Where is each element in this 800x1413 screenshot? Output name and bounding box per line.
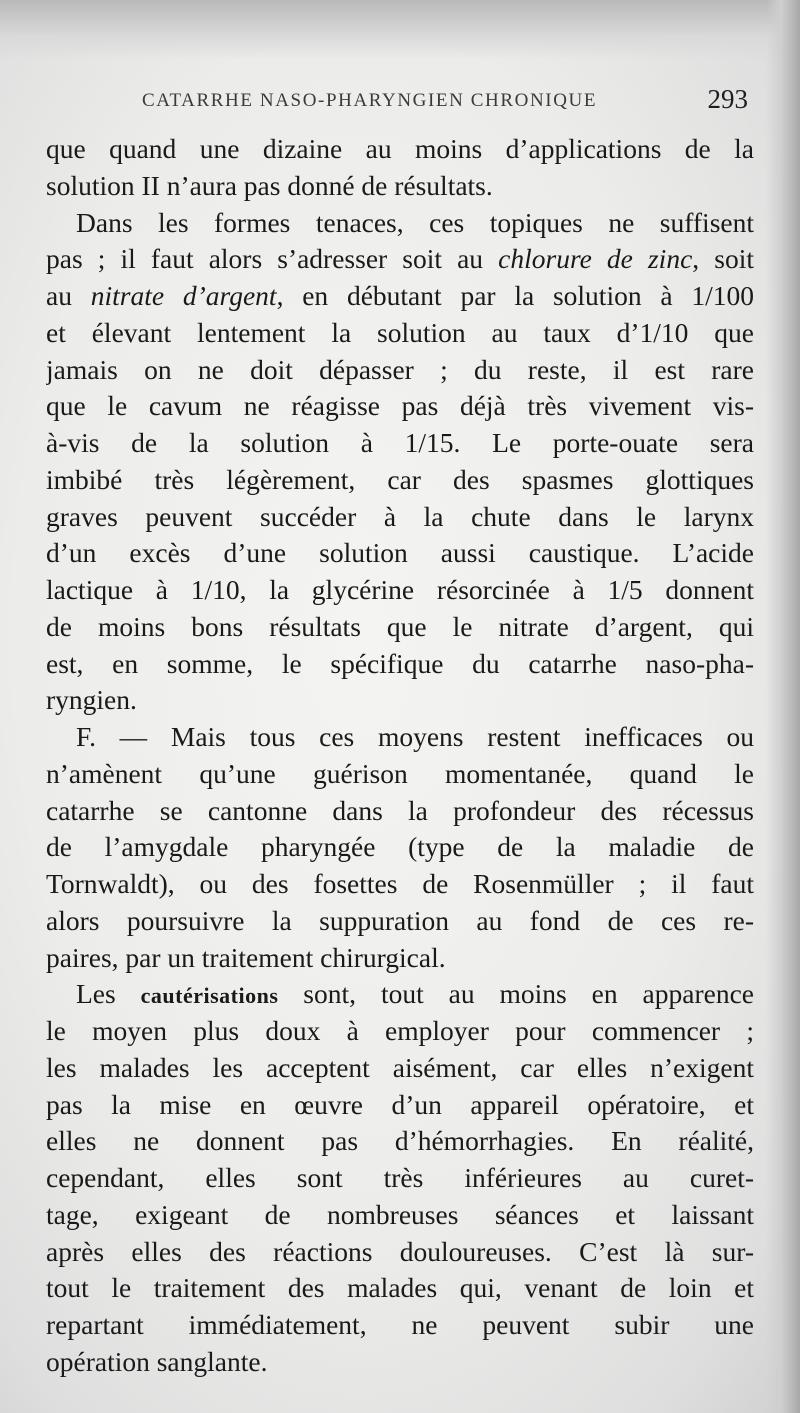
paragraph-first-line: Dans les formes tenaces, ces topiques ne suffisent	[76, 206, 754, 238]
text-line: et élevant lentement la solution au taux d’1/10 que	[46, 316, 754, 348]
italic-term-chlorure: chlorure de zinc	[498, 243, 693, 275]
text-run: , en débutant par la solution à 1/100	[276, 280, 754, 311]
text-run: Les	[76, 978, 141, 1010]
text-line	[46, 241, 754, 278]
text-line: opération sanglante.	[46, 1345, 268, 1377]
text-line: que quand une dizaine au moins d’applications de la	[46, 133, 754, 164]
text-run: , soit	[692, 243, 754, 275]
bold-term-cauterisations: cautérisations	[140, 983, 279, 1009]
text-line: Tornwaldt), ou des fosettes de Rosenmüller ; il faut	[46, 868, 754, 899]
text-line: paires, par un traitement chirurgical.	[46, 941, 446, 973]
text-line: d’un excès d’une solution aussi caustique. L’acide	[46, 537, 754, 569]
paragraph-first-line	[46, 976, 754, 1013]
text-line: ryngien.	[46, 684, 137, 716]
text-line: cependant, elles sont très inférieures au curet-	[46, 1162, 754, 1193]
text-line: à-vis de la solution à 1/15. Le porte-ouate sera	[46, 427, 754, 458]
text-line: jamais on ne doit dépasser ; du reste, il est rare	[46, 353, 754, 385]
text-line: n’amènent qu’une guérison momentanée, quand le	[46, 757, 754, 789]
text-line: que le cavum ne réagisse pas déjà très vivement vis-	[46, 390, 754, 422]
running-title: CATARRHE NASO-PHARYNGIEN CHRONIQUE	[142, 90, 598, 111]
text-line: repartant immédiatement, ne peuvent subir une	[46, 1309, 754, 1340]
text-run: au	[46, 280, 91, 311]
italic-term-nitrate: nitrate d’argent	[90, 280, 277, 311]
text-line: elles ne donnent pas d’hémorrhagies. En réalité,	[46, 1125, 754, 1157]
text-line: après elles des réactions douloureuses. C’est là sur-	[46, 1235, 754, 1267]
text-line: catarrhe se cantonne dans la profondeur des récessus	[46, 794, 754, 826]
text-run: sont, tout au moins en apparence	[278, 978, 754, 1010]
text-line: solution II n’aura pas donné de résultats.	[46, 169, 493, 201]
text-line: tage, exigeant de nombreuses séances et laissant	[46, 1198, 754, 1230]
body-text	[46, 131, 754, 1381]
text-line: de moins bons résultats que le nitrate d’argent, qui	[46, 610, 754, 642]
text-line: imbibé très légèrement, car des spasmes glottiques	[46, 463, 754, 495]
paragraph-first-line: F. — Mais tous ces moyens restent inefficaces ou	[76, 721, 754, 752]
text-line: de l’amygdale pharyngée (type de la maladie de	[46, 831, 754, 863]
text-line: graves peuvent succéder à la chute dans le larynx	[46, 500, 754, 532]
text-line: tout le traitement des malades qui, venant de loin et	[46, 1272, 754, 1304]
text-line	[46, 278, 754, 315]
running-head	[140, 84, 752, 120]
text-line: lactique à 1/10, la glycérine résorcinée à 1/5 donnent	[46, 574, 754, 605]
text-line: les malades les acceptent aisément, car elles n’exigent	[46, 1051, 754, 1083]
page-number: 293	[707, 84, 748, 114]
text-run: pas ; il faut alors s’adresser soit au	[46, 243, 499, 275]
text-line: pas la mise en œuvre d’un appareil opératoire, et	[46, 1088, 754, 1120]
text-line: est, en somme, le spécifique du catarrhe naso-pha-	[46, 647, 754, 679]
text-line: alors poursuivre la suppuration au fond de ces re-	[46, 904, 754, 936]
text-line: le moyen plus doux à employer pour commencer ;	[46, 1015, 754, 1046]
